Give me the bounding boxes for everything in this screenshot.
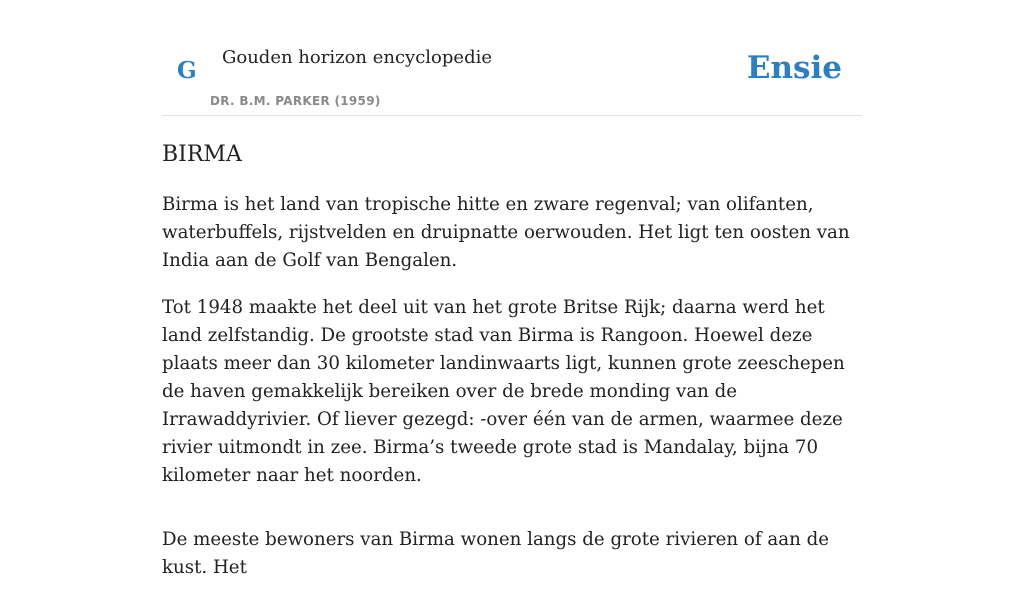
article bbox=[162, 141, 862, 601]
article-title: BIRMA bbox=[162, 142, 242, 167]
book-header bbox=[162, 30, 862, 116]
book-title[interactable]: Gouden horizon encyclopedie bbox=[222, 47, 492, 68]
article-paragraph: Tot 1948 maakte het deel uit van het grote Britse Rijk; daarna werd het land zelfstandig. De grootste stad van Birma is Rangoon. Hoewel deze plaats meer dan 30 kilometer landinwaarts ligt, kunnen grote zeeschepen de haven gemakkelijk bereiken over de brede monding van de Irrawaddyrivier. Of liever gezegd: -over één van de armen, waarmee deze rivier uitmondt in zee. Birma’s tweede grote stad is Mandalay, bijna 70 kilometer naar het noorden. bbox=[162, 297, 845, 486]
book-author: DR. B.M. PARKER (1959) bbox=[210, 94, 381, 108]
article-paragraph: Birma is het land van tropische hitte en zware regenval; van olifanten, waterbuffels, rijstvelden en druipnatte oerwouden. Het ligt ten oosten van India aan de Golf van Bengalen. bbox=[162, 194, 850, 271]
ensie-logo-link[interactable]: Ensie bbox=[746, 50, 842, 86]
book-logo-link[interactable]: G bbox=[177, 57, 197, 84]
article-paragraph: De meeste bewoners van Birma wonen langs de grote rivieren of aan de kust. Het bbox=[162, 529, 829, 578]
